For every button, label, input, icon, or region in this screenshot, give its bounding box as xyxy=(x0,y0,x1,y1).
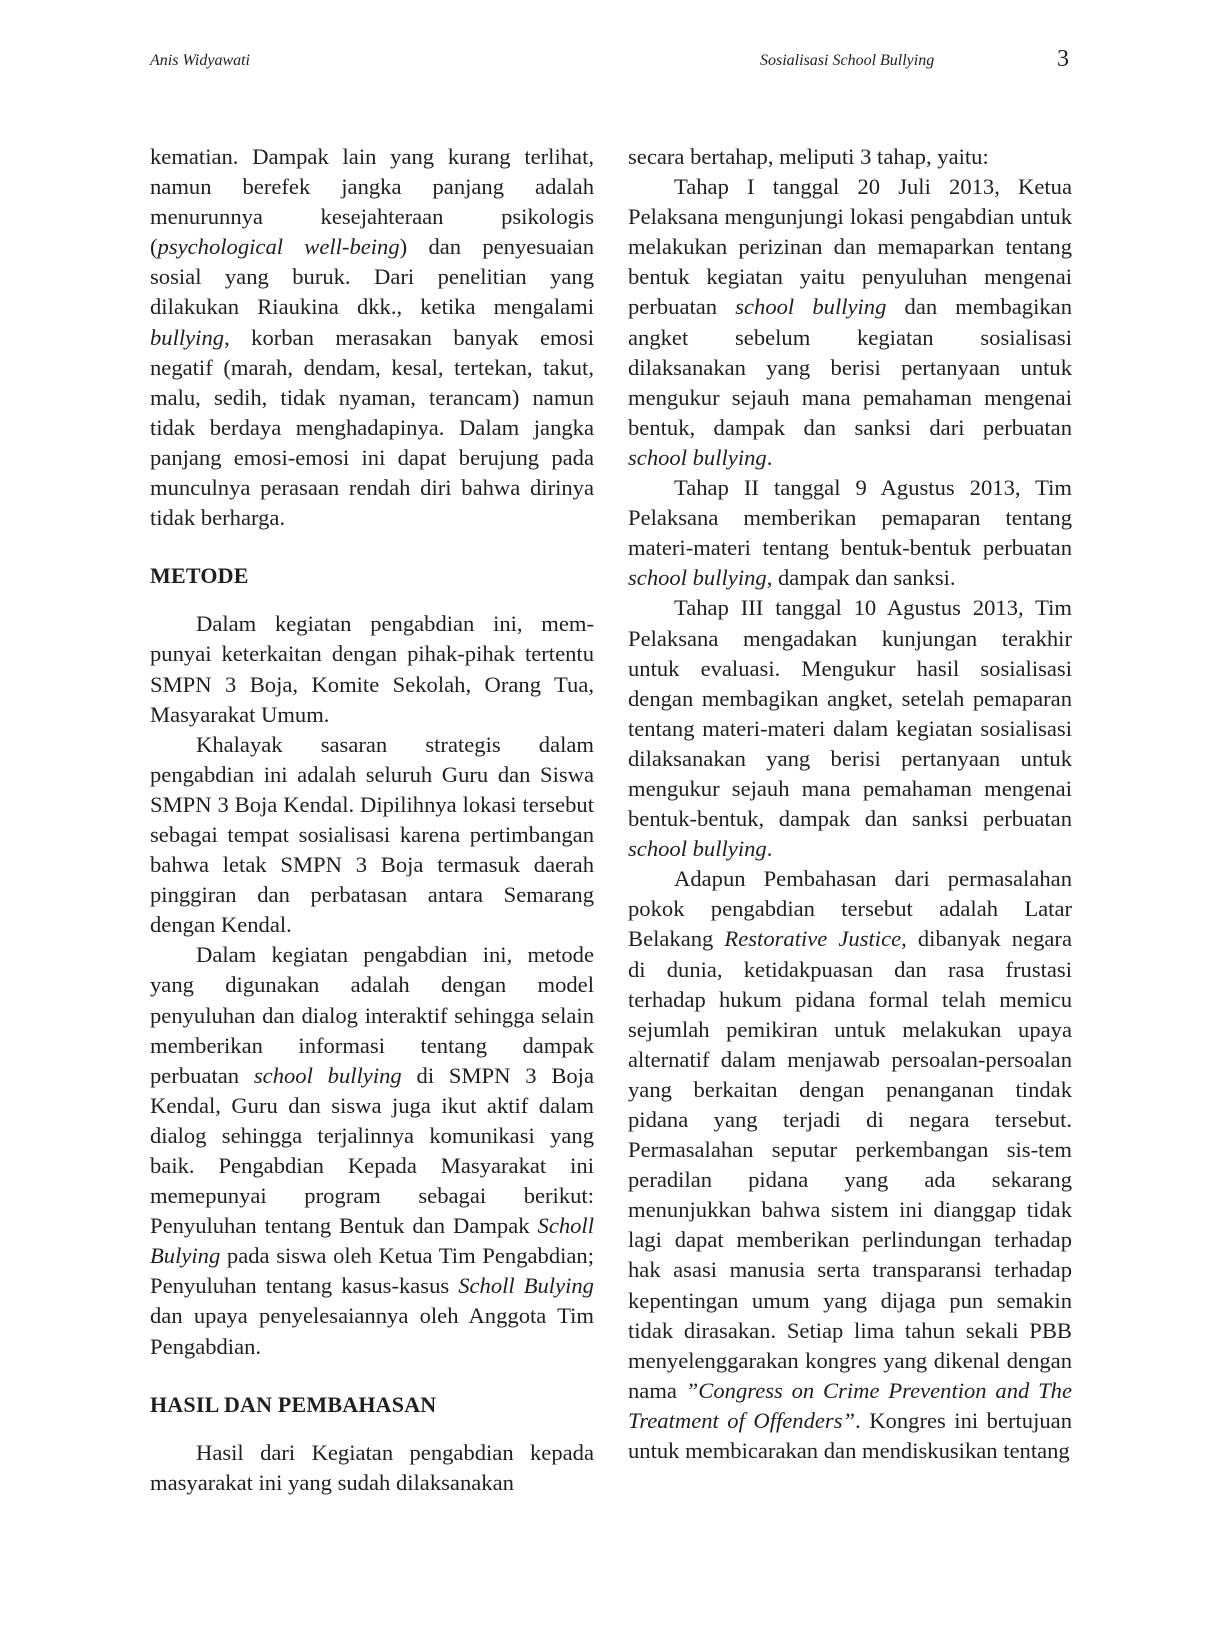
right-column xyxy=(628,142,1072,1466)
page-number: 3 xyxy=(1057,46,1069,72)
left-column xyxy=(150,142,594,1498)
text-run: Dalam kegiatan pengabdian ini, metode yang digunakan adalah dengan model penyuluhan dan dialog interaktif sehingga selain memberikan informasi tentang dampak perbuatan xyxy=(150,942,594,1088)
text-run: Tahap III tanggal 10 Agustus 2013, Tim Pelaksana mengadakan kunjungan terakhir untuk evaluasi. Mengukur hasil sosialisasi dengan membagikan angket, setelah pemaparan tentang materi-materi dalam kegiatan sosialisasi dilaksanakan yang berisi pertanyaan untuk mengukur sejauh mana pemahaman mengenai bentuk-bentuk, dampak dan sanksi perbuatan xyxy=(628,595,1072,832)
italic-term: Scholl Bulying xyxy=(458,1273,594,1299)
italic-term: Restorative Justice xyxy=(724,926,902,952)
text-run: di SMPN 3 Boja Kendal, Guru dan siswa juga ikut aktif dalam dialog sehingga terjalinnya komunikasi yang baik. Pengabdian Kepada Masyarakat ini memepunyai program sebagai berikut: Penyuluhan tentang Bentuk dan Dampak xyxy=(150,1062,594,1239)
paragraph-pembahasan xyxy=(628,864,1072,1466)
text-run: Adapun Pembahasan dari permasalahan pokok pengabdian tersebut adalah Latar Belakang xyxy=(628,866,1072,952)
running-head-title: Sosialisasi School Bullying xyxy=(760,52,935,69)
running-header xyxy=(0,46,1217,82)
italic-term: psychological well-being xyxy=(157,234,400,260)
italic-term: ”Congress on Crime Prevention and The Treatment of Offenders” xyxy=(628,1377,1072,1433)
text-run: , dibanyak negara di dunia, ketidakpuasan dan rasa frustasi terhadap hukum pidana formal telah memicu sejumlah pemikiran untuk melakukan upaya alternatif dalam menjawab persoalan-persoalan yang berkaitan dengan penanganan tindak pidana yang terjadi di negara tersebut. Permasalahan seputar perkembangan sis-tem peradilan pidana yang ada sekarang menunjukkan bahwa sistem ini dianggap tidak lagi dapat memberikan perlindungan terhadap hak asasi manusia serta transparansi terhadap kepentingan umum yang dijaga pun semakin tidak dirasakan. Setiap lima tahun sekali PBB menyelenggarakan kongres yang dikenal dengan nama xyxy=(628,926,1072,1403)
text-run: pada siswa oleh Ketua Tim Pengabdian; Penyuluhan tentang kasus-kasus xyxy=(150,1243,594,1299)
text-run: . xyxy=(766,444,773,470)
text-run: kematian. Dampak lain yang kurang terlihat, namun berefek jangka panjang adalah menurunnya kesejahteraan psikologis ( xyxy=(150,144,594,260)
text-run: dan upaya penyelesaiannya oleh Anggota Tim Pengabdian. xyxy=(150,1303,594,1359)
running-head-author: Anis Widyawati xyxy=(150,52,250,69)
italic-term: school bullying xyxy=(628,565,767,591)
paragraph-tahap-3 xyxy=(628,593,1072,864)
section-heading-hasil: HASIL DAN PEMBAHASAN xyxy=(150,1391,437,1417)
text-run: . xyxy=(766,836,773,862)
text-run: , korban merasakan banyak emosi negatif (marah, dendam, kesal, tertekan, takut, malu, sedih, tidak nyaman, terancam) namun tidak berdaya menghadapinya. Dalam jangka panjang emosi-emosi ini dapat berujung pada munculnya perasaan rendah diri bahwa dirinya tidak berharga. xyxy=(150,324,594,531)
paragraph-metode-2: Khalayak sasaran strategis dalam pengabdian ini adalah seluruh Guru dan Siswa SMPN 3 Boja Kendal. Dipilihnya lokasi tersebut sebagai tempat sosialisasi karena pertimbangan bahwa letak SMPN 3 Boja termasuk daerah pinggiran dan perbatasan antara Semarang dengan Kendal. xyxy=(150,731,594,938)
italic-term: bullying xyxy=(150,324,225,350)
text-run: . Kongres ini bertujuan untuk membicarakan dan mendiskusikan tentang xyxy=(628,1407,1072,1464)
text-run: , dampak dan sanksi. xyxy=(766,565,956,591)
paragraph-tahap-1 xyxy=(628,172,1072,473)
paragraph-metode-1: Dalam kegiatan pengabdian ini, mem-punyai keterkaitan dengan pihak-pihak tertentu SMPN 3 Boja, Komite Sekolah, Orang Tua, Masyarakat Umum. xyxy=(150,611,594,727)
text-run: Tahap I tanggal 20 Juli 2013, Ketua Pelaksana mengunjungi lokasi pengabdian untuk melakukan perizinan dan memaparkan tentang bentuk kegiatan yaitu penyuluhan mengenai perbuatan xyxy=(628,174,1072,320)
section-heading-metode: METODE xyxy=(150,563,249,589)
italic-term: school bullying xyxy=(628,444,767,470)
paragraph-bertahap: secara bertahap, meliputi 3 tahap, yaitu: xyxy=(628,144,989,169)
italic-term: Scholl Bulying xyxy=(150,1213,594,1269)
paragraph-metode-3 xyxy=(150,940,594,1361)
paragraph-tahap-2 xyxy=(628,473,1072,593)
text-run: dan membagikan angket sebelum kegiatan sosialisasi dilaksanakan yang berisi pertanyaan untuk mengukur sejauh mana pemahaman mengenai bentuk, dampak dan sanksi dari perbuatan xyxy=(628,294,1072,440)
paragraph-dampak xyxy=(150,142,594,533)
paragraph-hasil-1: Hasil dari Kegiatan pengabdian kepada masyarakat ini yang sudah dilaksanakan xyxy=(150,1439,594,1495)
text-run: Tahap II tanggal 9 Agustus 2013, Tim Pelaksana memberikan pemaparan tentang materi-materi tentang bentuk-bentuk perbuatan xyxy=(628,475,1072,561)
italic-term: school bullying xyxy=(628,836,767,862)
text-run: ) dan penyesuaian sosial yang buruk. Dari penelitian yang dilakukan Riaukina dkk., ketika mengalami xyxy=(150,234,594,320)
italic-term: school bullying xyxy=(253,1062,402,1088)
italic-term: school bullying xyxy=(735,294,887,320)
